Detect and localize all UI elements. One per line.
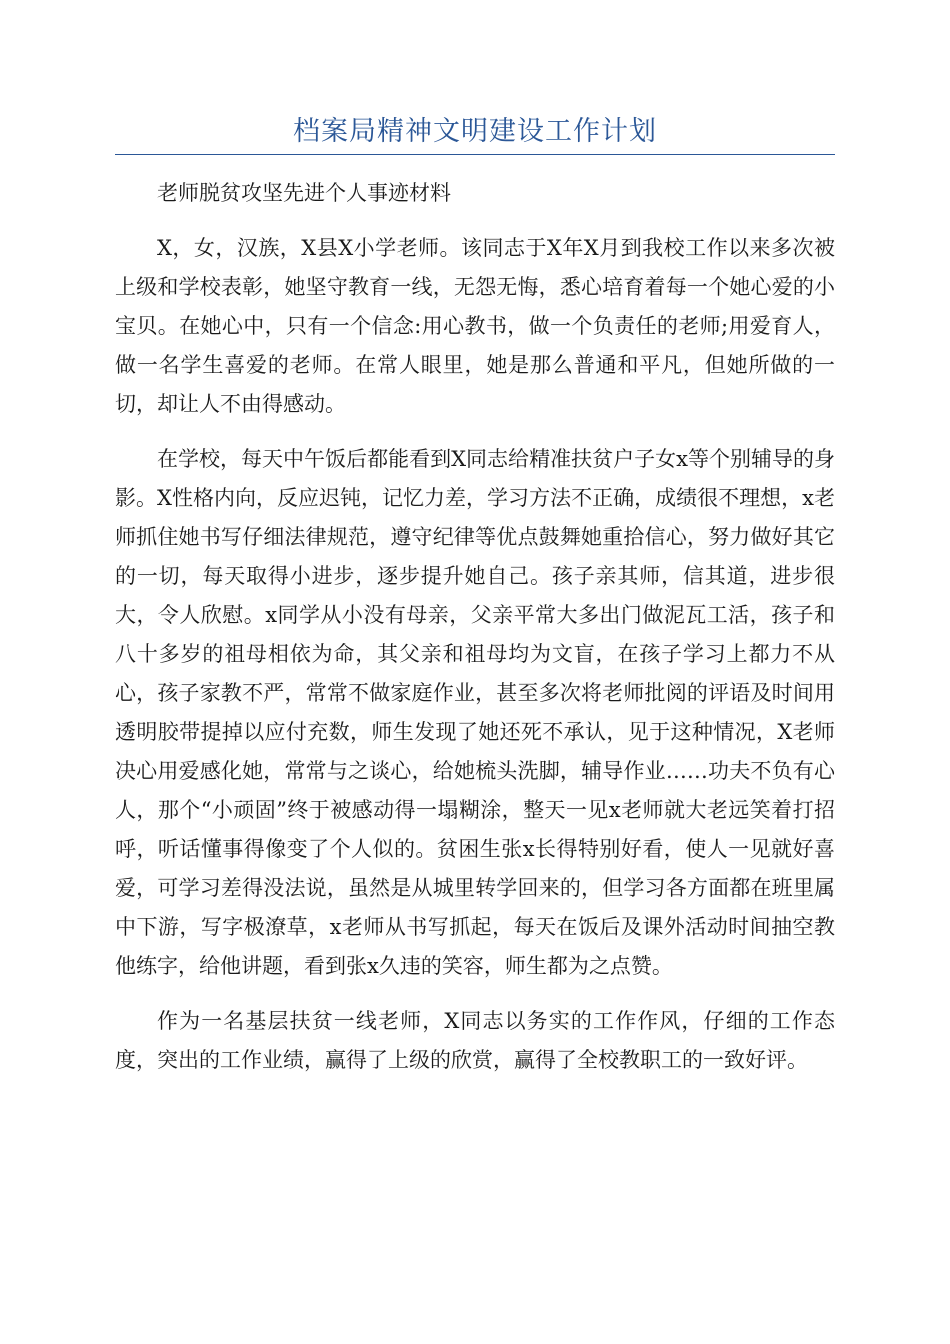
paragraph-3: 作为一名基层扶贫一线老师，X同志以务实的工作作风，仔细的工作态度，突出的工作业绩，赢得了上级的欣赏，赢得了全校教职工的一致好评。 [115, 1009, 835, 1072]
document-subtitle: 老师脱贫攻坚先进个人事迹材料 [157, 181, 451, 205]
document-title: 档案局精神文明建设工作计划 [293, 116, 657, 147]
paragraph-1: X，女，汉族，X县X小学老师。该同志于X年X月到我校工作以来多次被上级和学校表彰，她坚守教育一线，无怨无悔，悉心培育着每一个她心爱的小宝贝。在她心中，只有一个信念:用心教书，做一个负责任的老师;用爱育人，做一名学生喜爱的老师。在常人眼里，她是那么普通和平凡，但她所做的一切，却让人不由得感动。 [115, 236, 835, 416]
document-body [115, 174, 835, 1096]
paragraph-2: 在学校，每天中午饭后都能看到X同志给精准扶贫户子女x等个别辅导的身影。X性格内向，反应迟钝，记忆力差，学习方法不正确，成绩很不理想，x老师抓住她书写仔细法律规范，遵守纪律等优点鼓舞她重拾信心，努力做好其它的一切，每天取得小进步，逐步提升她自己。孩子亲其师，信其道，进步很大，令人欣慰。x同学从小没有母亲，父亲平常大多出门做泥瓦工活，孩子和八十多岁的祖母相依为命，其父亲和祖母均为文盲，在孩子学习上都力不从心，孩子家教不严，常常不做家庭作业，甚至多次将老师批阅的评语及时间用透明胶带提掉以应付充数，师生发现了她还死不承认，见于这种情况，X老师决心用爱感化她，常常与之谈心，给她梳头洗脚，辅导作业……功夫不负有心人，那个“小顽固”终于被感动得一塌糊涂，整天一见x老师就大老远笑着打招呼，听话懂事得像变了个人似的。贫困生张x长得特别好看，使人一见就好喜爱，可学习差得没法说，虽然是从城里转学回来的，但学习各方面都在班里属中下游，写字极潦草，x老师从书写抓起，每天在饭后及课外活动时间抽空教他练字，给他讲题，看到张x久违的笑容，师生都为之点赞。 [115, 447, 835, 978]
title-underline [115, 154, 835, 155]
